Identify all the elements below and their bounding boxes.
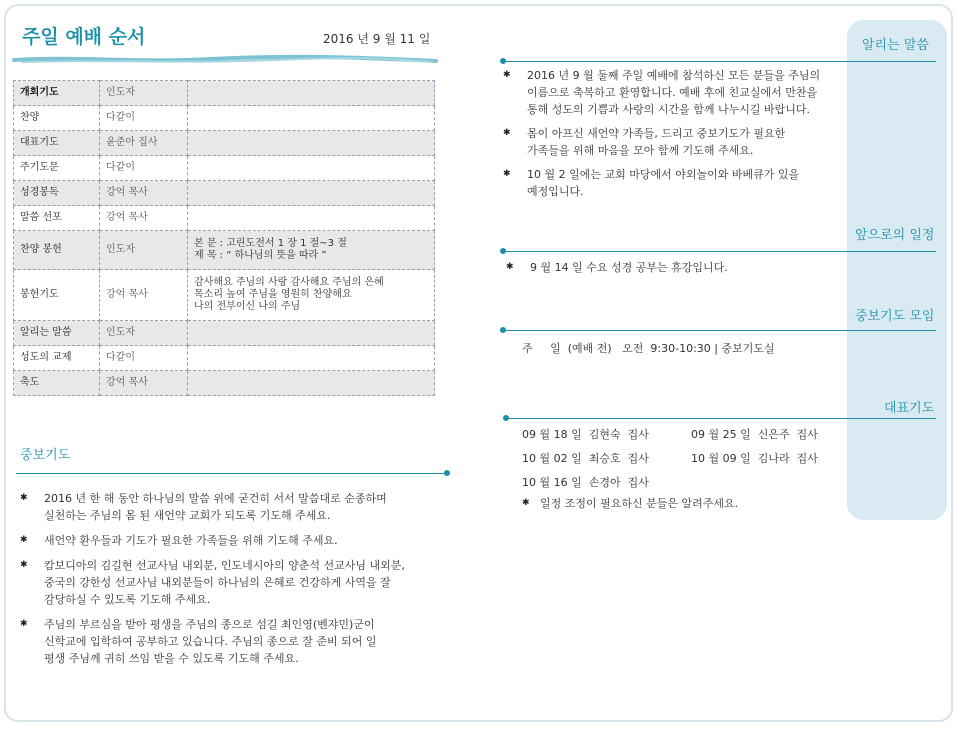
list-item-line: 예정입니다. xyxy=(527,185,584,198)
bullet-star-icon: ✱ xyxy=(503,128,511,138)
order-part: 찬양 봉헌 xyxy=(14,231,100,270)
order-leader: 인도자 xyxy=(100,321,188,346)
list-item-line: 새언약 환우들과 기도가 필요한 가족들을 위해 기도해 주세요. xyxy=(44,534,338,547)
list-item-line: 중국의 강한성 선교사님 내외분들이 하나님의 은혜로 건강하게 사역을 잘 xyxy=(44,576,391,589)
table-row xyxy=(14,131,435,156)
worship-order-table xyxy=(13,80,435,396)
order-leader: 윤준아 집사 xyxy=(100,131,188,156)
prayer-meeting-time: 주 일 (예배 전) 오전 9:30-10:30 | 중보기도실 xyxy=(522,342,775,355)
order-detail xyxy=(188,181,435,206)
order-detail-line: 목소리 높여 주님을 영원히 찬양해요 xyxy=(194,289,352,300)
list-item-line: 이름으로 축복하고 환영합니다. 예배 후에 친교실에서 만찬을 xyxy=(527,86,818,99)
order-leader: 강억 목사 xyxy=(100,206,188,231)
table-row xyxy=(14,81,435,106)
list-item xyxy=(503,125,843,159)
order-detail xyxy=(188,106,435,131)
order-part: 성경봉독 xyxy=(14,181,100,206)
table-row xyxy=(14,181,435,206)
order-part: 개회기도 xyxy=(14,81,100,106)
order-detail xyxy=(188,156,435,181)
list-item-text xyxy=(20,557,460,608)
rep-prayer-rule xyxy=(506,418,936,419)
bullet-star-icon: ✱ xyxy=(503,169,511,179)
order-detail xyxy=(188,270,435,321)
order-leader: 강억 목사 xyxy=(100,181,188,206)
list-item-text xyxy=(503,67,843,118)
rep-prayer-rule-dot xyxy=(503,415,509,421)
rep-prayer-note xyxy=(522,495,842,512)
order-part: 봉헌기도 xyxy=(14,270,100,321)
order-leader: 강억 목사 xyxy=(100,371,188,396)
list-item-line: 감당하실 수 있도록 기도해 주세요. xyxy=(44,593,211,606)
order-part: 알리는 말씀 xyxy=(14,321,100,346)
order-leader: 다같이 xyxy=(100,156,188,181)
table-row xyxy=(14,231,435,270)
list-item-text xyxy=(20,490,460,524)
list-item-text xyxy=(20,532,460,549)
order-detail xyxy=(188,206,435,231)
list-item xyxy=(20,616,460,667)
prayer-meeting-rule-dot xyxy=(500,327,506,333)
order-detail xyxy=(188,131,435,156)
order-part: 축도 xyxy=(14,371,100,396)
bullet-star-icon: ✱ xyxy=(503,70,511,80)
order-detail-line: 제 목 : “ 하나님의 뜻을 따라 ” xyxy=(194,250,327,261)
schedule-title: 앞으로의 일정 xyxy=(855,228,935,243)
order-detail xyxy=(188,371,435,396)
list-item-line: 가족들을 위해 마음을 모아 함께 기도해 주세요. xyxy=(527,144,754,157)
schedule-rule xyxy=(503,251,936,252)
list-item-text xyxy=(506,259,826,276)
rep-prayer-entry: 10 월 02 일 최승호 집사 xyxy=(522,452,649,465)
list-item xyxy=(503,67,843,118)
rep-prayer-note-text: 일정 조정이 필요하신 분들은 알려주세요. xyxy=(540,497,739,510)
table-row xyxy=(14,206,435,231)
rep-prayer-entry: 10 월 09 일 김나라 집사 xyxy=(691,452,818,465)
order-detail-line: 나의 전부이신 나의 주님 xyxy=(194,301,301,312)
list-item xyxy=(20,490,460,524)
list-item-text xyxy=(20,616,460,667)
prayer-meeting-title: 중보기도 모임 xyxy=(855,309,935,324)
prayer-rule-dot xyxy=(444,470,450,476)
list-item-line: 캄보디아의 김길현 선교사님 내외분, 인도네시아의 양춘석 선교사님 내외분, xyxy=(44,559,405,572)
table-row xyxy=(14,270,435,321)
announcements-title: 알리는 말씀 xyxy=(862,38,929,53)
order-part: 성도의 교제 xyxy=(14,346,100,371)
bullet-star-icon: ✱ xyxy=(20,560,28,570)
rep-prayer-entry: 09 월 18 일 김현숙 집사 xyxy=(522,428,649,441)
prayer-section-title: 중보기도 xyxy=(20,448,71,463)
bullet-star-icon: ✱ xyxy=(20,493,28,503)
order-detail xyxy=(188,231,435,270)
list-item xyxy=(20,557,460,608)
table-row xyxy=(14,346,435,371)
order-detail xyxy=(188,346,435,371)
announcements-rule-dot xyxy=(500,58,506,64)
bullet-star-icon: ✱ xyxy=(20,535,28,545)
table-row xyxy=(14,371,435,396)
prayer-section-rule xyxy=(16,473,446,474)
bullet-star-icon: ✱ xyxy=(522,498,530,508)
list-item-line: 평생 주님께 귀히 쓰임 받을 수 있도록 기도해 주세요. xyxy=(44,652,299,665)
list-item xyxy=(503,166,843,200)
prayer-meeting-rule xyxy=(503,330,936,331)
table-row xyxy=(14,156,435,181)
bullet-star-icon: ✱ xyxy=(506,262,514,272)
rep-prayer-entry: 09 월 25 일 신은주 집사 xyxy=(691,428,818,441)
list-item-text xyxy=(503,125,843,159)
order-leader: 인도자 xyxy=(100,81,188,106)
order-part: 주기도문 xyxy=(14,156,100,181)
order-leader: 강억 목사 xyxy=(100,270,188,321)
list-item xyxy=(20,532,460,549)
page-title: 주일 예배 순서 xyxy=(22,26,146,48)
list-item-line: 10 월 2 일에는 교회 마당에서 야외놀이와 바베큐가 있을 xyxy=(527,168,800,181)
list-item-line: 주님의 부르심을 받아 평생을 주님의 종으로 섬길 최인영(벤쟈민)군이 xyxy=(44,618,375,631)
order-part: 대표기도 xyxy=(14,131,100,156)
list-item-line: 통해 성도의 기쁨과 사랑의 시간을 함께 나누시길 바랍니다. xyxy=(527,103,810,116)
list-item-line: 9 월 14 일 수요 성경 공부는 휴강입니다. xyxy=(530,261,728,274)
list-item xyxy=(506,259,826,276)
brush-stroke-divider xyxy=(12,54,438,66)
table-row xyxy=(14,106,435,131)
list-item-line: 2016 년 9 월 둘째 주일 예배에 참석하신 모든 분들을 주님의 xyxy=(527,69,821,82)
list-item-line: 2016 년 한 해 동안 하나님의 말씀 위에 굳건히 서서 말씀대로 순종하며 xyxy=(44,492,387,505)
order-detail xyxy=(188,81,435,106)
rep-prayer-title: 대표기도 xyxy=(884,401,935,416)
schedule-rule-dot xyxy=(500,248,506,254)
list-item-line: 몸이 아프신 새언약 가족들, 드리고 중보기도가 필요한 xyxy=(527,127,786,140)
table-row xyxy=(14,321,435,346)
service-date: 2016 년 9 월 11 일 xyxy=(323,32,431,46)
sidebar-panel xyxy=(847,20,947,520)
rep-prayer-entry: 10 월 16 일 손경아 집사 xyxy=(522,476,649,489)
list-item-text xyxy=(503,166,843,200)
list-item-line: 신학교에 입학하여 공부하고 있습니다. 주님의 종으로 잘 준비 되어 일 xyxy=(44,635,377,648)
bullet-star-icon: ✱ xyxy=(20,619,28,629)
order-detail-line: 감사해요 주님의 사랑 감사해요 주님의 은혜 xyxy=(194,277,384,288)
order-leader: 인도자 xyxy=(100,231,188,270)
order-detail xyxy=(188,321,435,346)
order-leader: 다같이 xyxy=(100,346,188,371)
order-part: 말씀 선포 xyxy=(14,206,100,231)
announcements-rule xyxy=(503,61,936,62)
order-part: 찬양 xyxy=(14,106,100,131)
list-item-line: 실천하는 주님의 몸 된 새언약 교회가 되도록 기도해 주세요. xyxy=(44,509,331,522)
order-detail-line: 본 문 : 고린도전서 1 장 1 절~3 절 xyxy=(194,238,347,249)
order-leader: 다같이 xyxy=(100,106,188,131)
